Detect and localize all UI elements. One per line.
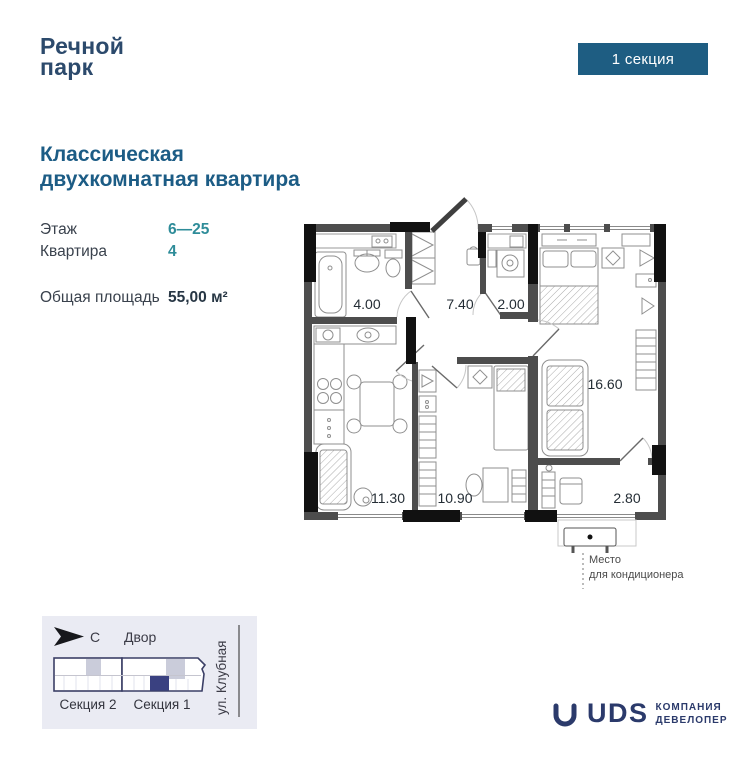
apartment-location-marker	[150, 676, 169, 691]
site-plan	[42, 616, 257, 729]
floor-row	[40, 221, 209, 239]
room-area-label-balcony: 2.80	[613, 490, 641, 506]
apartment-value: 4	[168, 243, 177, 260]
section-2-label: Секция 2	[59, 697, 117, 712]
page-title	[40, 142, 300, 192]
apartment-row	[40, 243, 177, 261]
developer-tagline-line2: ДЕВЕЛОПЕР	[655, 714, 728, 726]
yard-label: Двор	[124, 629, 157, 645]
developer-tagline	[656, 701, 728, 727]
apartment-label: Квартира	[40, 243, 107, 260]
section-badge[interactable]: 1 секция	[578, 43, 708, 75]
project-logo-line2: парк	[40, 54, 94, 80]
ac-note-line2: для кондиционера	[589, 568, 684, 581]
uds-icon	[550, 699, 580, 729]
page-title-line2: двухкомнатная квартира	[40, 168, 300, 191]
room-area-label-storage: 2.00	[497, 296, 525, 312]
room-area-label-bathroom: 4.00	[353, 296, 381, 312]
room-area-label-living-bedroom: 16.60	[587, 376, 623, 392]
area-row	[40, 289, 228, 307]
ac-note-line1: Место	[589, 554, 621, 566]
floor-plan	[302, 192, 668, 592]
street-label: ул. Клубная	[214, 640, 229, 715]
site-plan-card	[42, 616, 257, 729]
project-logo-line1: Речной	[40, 33, 125, 59]
floor-label: Этаж	[40, 221, 78, 238]
north-arrow-icon	[54, 627, 84, 646]
room-area-label-kitchen: 11.30	[371, 490, 405, 506]
area-label: Общая площадь	[40, 289, 160, 306]
room-area-label-bedroom: 10.90	[437, 490, 473, 506]
project-logo	[40, 33, 125, 80]
developer-logo	[550, 698, 728, 729]
developer-tagline-line1: КОМПАНИЯ	[655, 701, 722, 713]
floor-value: 6—25	[168, 221, 210, 238]
page-title-line1: Классическая	[40, 143, 184, 166]
ac-note	[589, 553, 684, 583]
room-area-label-hallway: 7.40	[446, 296, 474, 312]
section-1-label: Секция 1	[133, 697, 191, 712]
area-value: 55,00 м²	[168, 289, 228, 306]
developer-name: UDS	[587, 698, 649, 728]
north-label: С	[90, 629, 101, 645]
